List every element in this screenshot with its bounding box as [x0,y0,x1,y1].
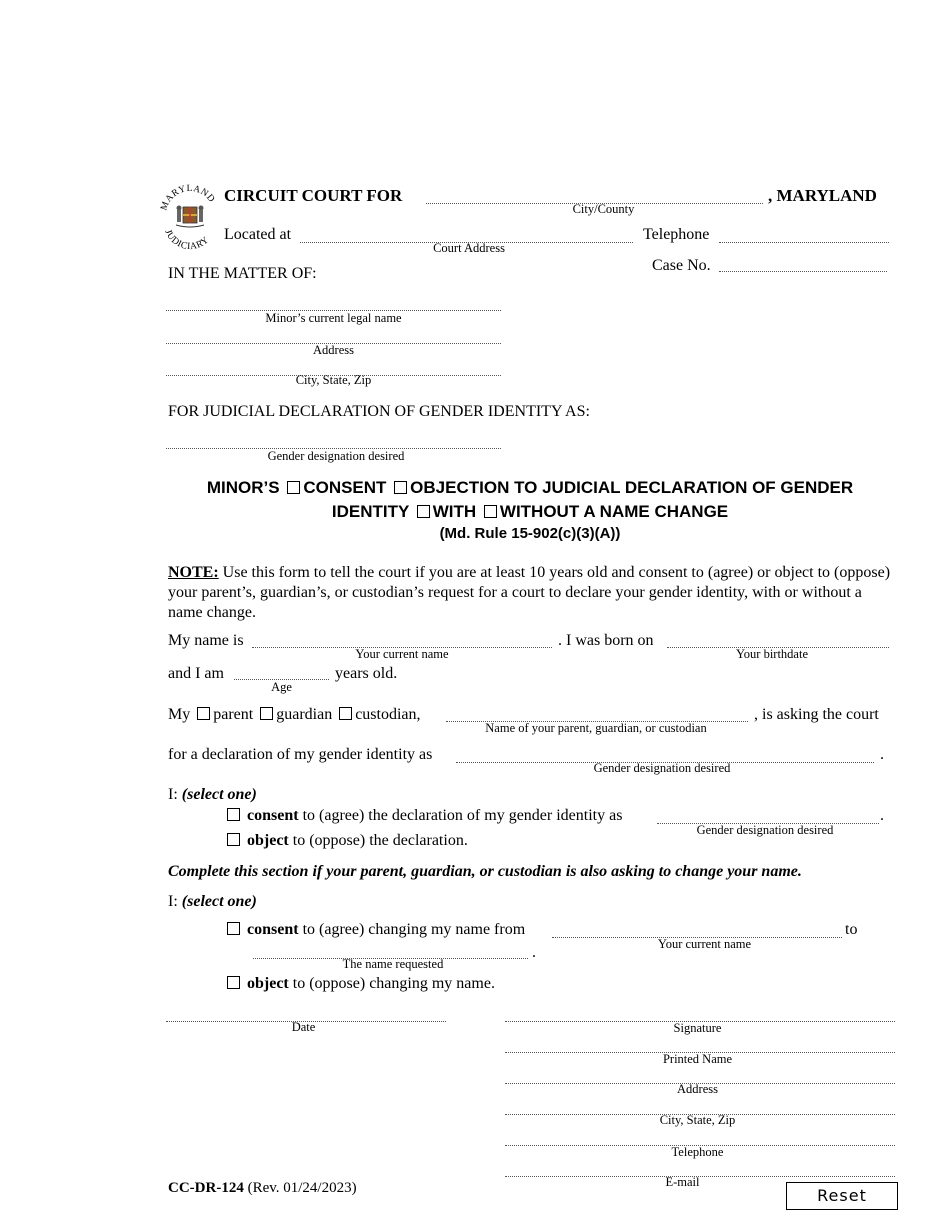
court-telephone-field[interactable] [719,242,889,243]
note-text: Use this form to tell the court if you are at least 10 years old and consent to (agree) or object to (oppose) your parent’s, guardian’s, or custodian’s request for a court to declare your gender identity, with or without a name change. [168,564,891,621]
title-consent: CONSENT [303,478,387,497]
note-label: NOTE: [168,564,219,581]
object-declaration-checkbox[interactable] [227,833,240,846]
circuit-court-for-label: CIRCUIT COURT FOR [224,186,403,205]
title-objection: OBJECTION TO JUDICIAL DECLARATION OF GENDER [410,478,854,497]
consent-name-checkbox[interactable] [227,922,240,935]
parent-checkbox[interactable] [197,707,210,720]
minor-city-state-zip-caption: City, State, Zip [295,373,372,387]
maryland-label: , MARYLAND [768,186,877,205]
case-no-label: Case No. [652,257,711,274]
name-change-instruction: Complete this section if your parent, guardian, or custodian is also asking to change your name. [168,863,802,880]
note-paragraph [168,563,890,623]
reset-button[interactable]: Reset [786,1182,898,1210]
custodian-checkbox[interactable] [339,707,352,720]
consent-rest-2: to (agree) changing my name from [298,921,526,938]
my-label: My [168,706,191,723]
sig-email-caption: E-mail [665,1175,700,1189]
printed-name-caption: Printed Name [662,1052,733,1066]
consent-name-option [224,921,525,939]
i-label-2: I: [168,893,178,910]
to-label: to [845,921,858,938]
form-id: CC-DR-124 [168,1180,244,1196]
consent-declaration-checkbox[interactable] [227,808,240,821]
your-name-caption: Your current name [355,647,449,661]
form-title-line1 [160,478,900,498]
svg-text:MARYLAND: MARYLAND [160,183,217,212]
gender-designation-caption: Gender designation desired [267,449,405,463]
declaration-gender-caption: Gender designation desired [593,761,731,775]
sig-address-caption: Address [677,1082,718,1096]
telephone-label: Telephone [643,226,710,243]
object-declaration-option [224,832,468,850]
consent-declaration-option [224,807,622,825]
objection-checkbox-title[interactable] [394,481,407,494]
is-asking-label: , is asking the court [754,706,879,723]
object-name-option [224,975,495,993]
title-minors: MINOR’S [206,478,280,497]
period-2: . [880,807,884,824]
maryland-judiciary-seal [160,183,220,253]
court-address-caption: Court Address [433,241,505,255]
with-checkbox-title[interactable] [417,505,430,518]
select-one-1 [168,786,257,804]
select-one-label-1: (select one) [181,786,257,803]
guardian-label: guardian [276,706,333,723]
object-rest-1: to (oppose) the declaration. [288,832,468,849]
and-i-am-label: and I am [168,665,224,682]
custodian-label: custodian, [355,706,421,723]
case-no-field[interactable] [719,271,887,272]
consent-gender-caption: Gender designation desired [696,823,834,837]
form-footer [168,1180,357,1197]
in-the-matter-label: IN THE MATTER OF: [168,265,317,282]
date-caption: Date [291,1020,316,1034]
age-caption: Age [271,680,292,694]
parent-name-caption: Name of your parent, guardian, or custodian [485,721,707,735]
object-bold-2: object [247,975,289,992]
sig-city-state-zip-caption: City, State, Zip [659,1113,736,1127]
title-with: WITH [432,502,477,521]
name-from-caption: Your current name [657,937,752,951]
object-rest-2: to (oppose) changing my name. [288,975,495,992]
consent-bold-2: consent [247,921,299,938]
minor-address-caption: Address [313,343,354,357]
select-one-label-2: (select one) [181,893,257,910]
city-county-caption: City/County [572,202,635,216]
form-revision: (Rev. 01/24/2023) [243,1180,357,1196]
consent-checkbox-title[interactable] [287,481,300,494]
years-old-label: years old. [335,665,398,682]
born-on-label: . I was born on [558,632,654,649]
relation-sentence [168,706,421,724]
guardian-checkbox[interactable] [260,707,273,720]
minor-name-caption: Minor’s current legal name [265,311,402,325]
form-title-line2 [160,502,900,522]
name-requested-caption: The name requested [342,957,444,971]
select-one-2 [168,893,257,911]
signature-caption: Signature [673,1021,722,1035]
title-without: WITHOUT A NAME CHANGE [499,502,729,521]
rule-citation: (Md. Rule 15-902(c)(3)(A)) [439,525,621,542]
i-label-1: I: [168,786,178,803]
period: . [880,746,884,763]
located-at-label: Located at [224,226,292,243]
consent-rest-1: to (agree) the declaration of my gender identity as [298,807,623,824]
object-name-checkbox[interactable] [227,976,240,989]
svg-text:JUDICIARY: JUDICIARY [162,228,212,253]
birthdate-caption: Your birthdate [736,647,808,661]
for-declaration-label: FOR JUDICIAL DECLARATION OF GENDER IDENTITY AS: [168,403,590,420]
period-3: . [532,944,536,961]
without-checkbox-title[interactable] [484,505,497,518]
for-declaration-sentence: for a declaration of my gender identity as [168,746,433,763]
title-identity: IDENTITY [331,502,409,521]
consent-bold-1: consent [247,807,299,824]
sig-telephone-caption: Telephone [671,1145,724,1159]
my-name-is-label: My name is [168,632,244,649]
object-bold-1: object [247,832,289,849]
parent-label: parent [213,706,254,723]
